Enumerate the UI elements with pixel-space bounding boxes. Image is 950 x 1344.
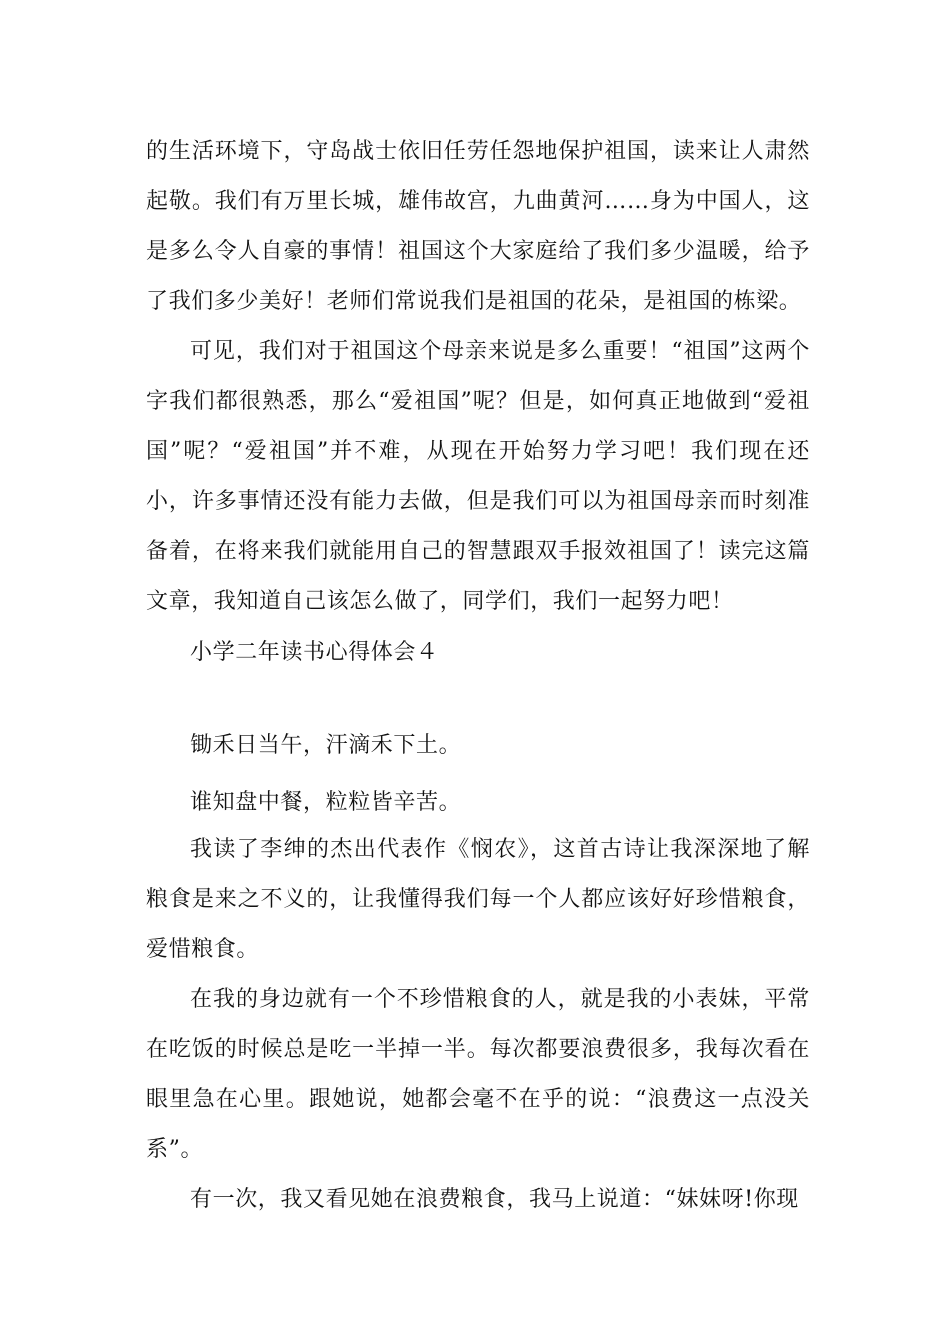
paragraph: 有一次，我又看见她在浪费粮食，我马上说道：“妹妹呀!你现 — [190, 1187, 799, 1212]
text-block-body — [146, 825, 810, 1225]
paragraph: 我读了李绅的杰出代表作《悯农》，这首古诗让我深深地了解粮食是来之不义的，让我懂得我们每一个人都应该好好珍惜粮食，爱惜粮食。 — [146, 837, 810, 962]
verse-line: 锄禾日当午，汗滴禾下土。 — [190, 733, 462, 758]
paragraph: 在我的身边就有一个不珍惜粮食的人，就是我的小表妹，平常在吃饭的时候总是吃一半掉一半。每次都要浪费很多，我每次看在眼里急在心里。跟她说，她都会毫不在乎的说：“浪费这一点没关系”。 — [146, 987, 810, 1162]
paragraph: 的生活环境下，守岛战士依旧任劳任怨地保护祖国，读来让人肃然起敬。我们有万里长城，雄伟故宫，九曲黄河……身为中国人，这是多么令人自豪的事情！祖国这个大家庭给了我们多少温暖，给予了我们多少美好！老师们常说我们是祖国的花朵，是祖国的栋梁。 — [146, 139, 810, 314]
text-block-top — [146, 127, 810, 627]
section-heading: 小学二年读书心得体会４ — [190, 640, 439, 665]
paragraph: 可见，我们对于祖国这个母亲来说是多么重要！“祖国”这两个字我们都很熟悉，那么“爱祖国”呢？但是，如何真正地做到“爱祖国”呢？“爱祖国”并不难，从现在开始努力学习吧！我们现在还小，许多事情还没有能力去做，但是我们可以为祖国母亲而时刻准备着，在将来我们就能用自己的智慧跟双手报效祖国了！读完这篇文章，我知道自己该怎么做了，同学们，我们一起努力吧！ — [146, 339, 810, 614]
verse-line: 谁知盘中餐，粒粒皆辛苦。 — [190, 790, 462, 815]
